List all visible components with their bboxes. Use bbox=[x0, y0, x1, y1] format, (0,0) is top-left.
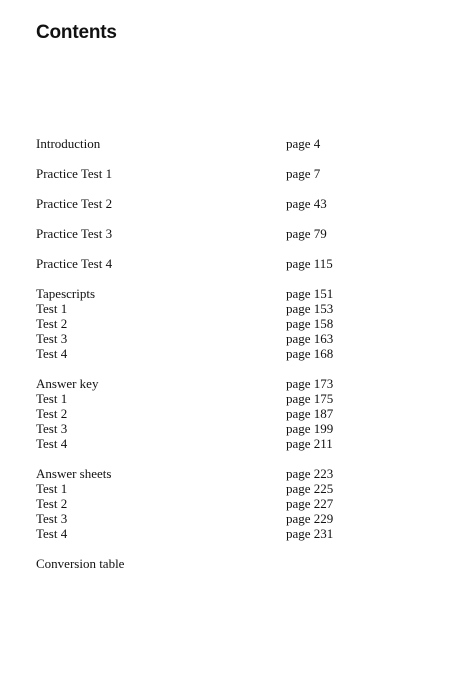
toc-entry-page: page 211 bbox=[286, 436, 333, 451]
toc-entry-page: page 4 bbox=[286, 136, 321, 151]
toc-entry-page: page 173 bbox=[286, 376, 334, 391]
toc-entry-practice-test-3 bbox=[36, 226, 416, 241]
toc-entry-page: page 231 bbox=[286, 526, 334, 541]
toc-entry-label: Answer sheets bbox=[36, 466, 112, 481]
toc-entry-page: page 163 bbox=[286, 331, 334, 346]
toc-entry-page: page 168 bbox=[286, 346, 334, 361]
toc-entry-practice-test-1 bbox=[36, 166, 416, 181]
toc-subentry-answer-sheets-test-3 bbox=[36, 511, 416, 526]
toc-entry-label: Answer key bbox=[36, 376, 99, 391]
toc-entry-label: Test 3 bbox=[36, 511, 68, 526]
toc-entry-page: page 229 bbox=[286, 511, 334, 526]
toc-entry-page: page 7 bbox=[286, 166, 321, 181]
toc-subentry-tapescripts-test-3 bbox=[36, 331, 416, 346]
toc-entry-answer-key bbox=[36, 376, 416, 391]
toc-subentry-tapescripts-test-4 bbox=[36, 346, 416, 361]
toc-entry-page: page 223 bbox=[286, 466, 334, 481]
toc-entry-page: page 225 bbox=[286, 481, 334, 496]
toc-entry-label: Test 1 bbox=[36, 301, 68, 316]
spacer bbox=[36, 361, 416, 376]
toc-entry-label: Practice Test 2 bbox=[36, 196, 113, 211]
spacer bbox=[36, 151, 416, 166]
toc-entry-label: Test 3 bbox=[36, 331, 68, 346]
toc-entry-label: Test 3 bbox=[36, 421, 68, 436]
spacer bbox=[36, 271, 416, 286]
toc-subentry-tapescripts-test-2 bbox=[36, 316, 416, 331]
toc-entry-introduction bbox=[36, 136, 416, 151]
toc-entry-page: page 79 bbox=[286, 226, 327, 241]
toc-entry-label: Test 2 bbox=[36, 496, 68, 511]
toc-entry-page: page 175 bbox=[286, 391, 334, 406]
toc-entry-page: page 43 bbox=[286, 196, 327, 211]
toc-entry-label: Practice Test 4 bbox=[36, 256, 113, 271]
spacer bbox=[36, 541, 416, 556]
toc-subentry-answer-sheets-test-2 bbox=[36, 496, 416, 511]
toc-entry-label: Test 1 bbox=[36, 481, 68, 496]
toc-entry-page: page 153 bbox=[286, 301, 334, 316]
toc-entry-label: Conversion table bbox=[36, 556, 125, 571]
toc-entry-label: Practice Test 3 bbox=[36, 226, 113, 241]
toc-entry-page: page 115 bbox=[286, 256, 333, 271]
toc-entry-answer-sheets bbox=[36, 466, 416, 481]
toc-entry-page: page 187 bbox=[286, 406, 334, 421]
toc-entry-label: Introduction bbox=[36, 136, 101, 151]
toc-entry-page: page 199 bbox=[286, 421, 334, 436]
toc-entry-label: Test 4 bbox=[36, 436, 68, 451]
toc-entry-page: page 158 bbox=[286, 316, 334, 331]
table-of-contents bbox=[36, 136, 416, 571]
toc-entry-label: Test 2 bbox=[36, 406, 68, 421]
toc-subentry-answer-key-test-4 bbox=[36, 436, 416, 451]
spacer bbox=[36, 241, 416, 256]
toc-entry-page: page 227 bbox=[286, 496, 334, 511]
page-title: Contents bbox=[36, 22, 117, 43]
toc-entry-label: Test 4 bbox=[36, 526, 68, 541]
spacer bbox=[36, 451, 416, 466]
toc-entry-practice-test-2 bbox=[36, 196, 416, 211]
spacer bbox=[36, 211, 416, 226]
toc-subentry-answer-sheets-test-1 bbox=[36, 481, 416, 496]
toc-subentry-answer-sheets-test-4 bbox=[36, 526, 416, 541]
toc-entry-label: Tapescripts bbox=[36, 286, 96, 301]
toc-entry-page: page 151 bbox=[286, 286, 334, 301]
toc-entry-label: Test 2 bbox=[36, 316, 68, 331]
toc-subentry-answer-key-test-1 bbox=[36, 391, 416, 406]
toc-subentry-answer-key-test-2 bbox=[36, 406, 416, 421]
toc-entry-label: Practice Test 1 bbox=[36, 166, 113, 181]
toc-entry-conversion-table bbox=[36, 556, 416, 571]
toc-entry-label: Test 1 bbox=[36, 391, 68, 406]
toc-subentry-tapescripts-test-1 bbox=[36, 301, 416, 316]
toc-entry-practice-test-4 bbox=[36, 256, 416, 271]
spacer bbox=[36, 181, 416, 196]
toc-subentry-answer-key-test-3 bbox=[36, 421, 416, 436]
toc-entry-label: Test 4 bbox=[36, 346, 68, 361]
toc-entry-tapescripts bbox=[36, 286, 416, 301]
